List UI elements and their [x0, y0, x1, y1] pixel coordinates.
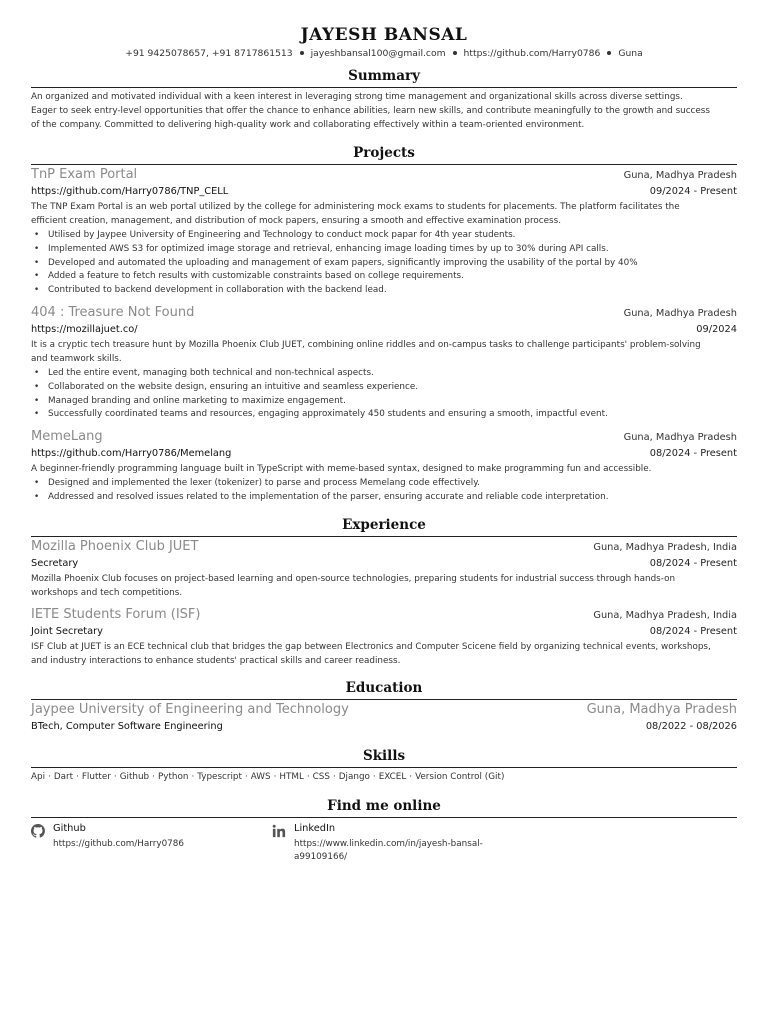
skill-item: EXCEL — [378, 771, 407, 782]
linkedin-url[interactable] — [294, 838, 483, 864]
skill-separator: · — [76, 771, 79, 782]
email-link[interactable]: jayeshbansal100@gmail.com — [310, 48, 446, 59]
project-header — [31, 166, 737, 184]
project-link[interactable]: https://github.com/Harry0786/Memelang — [31, 448, 232, 460]
experience-entry — [31, 606, 737, 668]
education-subheader — [31, 719, 737, 734]
skills-section — [31, 746, 737, 784]
project-name: MemeLang — [31, 429, 103, 445]
skill-separator: · — [244, 771, 248, 782]
description-line: and industry interactions to enhance students' practical skills and career readiness. — [31, 655, 401, 666]
linkedin-label: LinkedIn — [294, 822, 336, 834]
project-location: Guna, Madhya Pradesh — [623, 432, 737, 444]
summary-line: Eager to seek entry-level opportunities that offer the chance to enhance abilities, learn new skills, and contribute meaningfully to the growth and success — [31, 106, 710, 116]
skill-separator: · — [372, 771, 376, 782]
summary-line: of the company. Committed to delivering high-quality work and collaborating effectively within a team-oriented environment. — [31, 120, 585, 130]
project-entry — [31, 166, 737, 298]
project-date: 08/2024 - Present — [649, 448, 737, 460]
education-section — [31, 678, 737, 734]
section-divider — [31, 164, 737, 165]
education-date: 08/2022 - 08/2026 — [645, 720, 737, 732]
experience-location: Guna, Madhya Pradesh, India — [593, 609, 737, 621]
section-title-projects: Projects — [353, 145, 415, 161]
description-line: It is a cryptic tech treasure hunt by Mozilla Phoenix Club JUET, combining online riddles and on-campus tasks to challenge participants' problem-solving — [31, 339, 701, 350]
skill-separator: · — [273, 771, 277, 782]
github-text — [53, 822, 184, 851]
section-title-skills: Skills — [362, 747, 406, 764]
project-date: 09/2024 — [696, 323, 737, 335]
description-line: efficient creation, management, and distribution of mock papers, ensuring a smooth and effective examination process. — [31, 216, 561, 226]
skill-separator: · — [113, 771, 117, 782]
description-line: Mozilla Phoenix Club focuses on project-based learning and open-source technologies, preparing students for industrial success through hands-on — [31, 573, 676, 584]
skill-separator: · — [48, 771, 51, 782]
experience-org: Mozilla Phoenix Club JUET — [31, 538, 199, 554]
project-subheader — [31, 322, 737, 337]
list-item: • Managed branding and online marketing to maximize engagement. — [31, 395, 737, 409]
list-item: • Contributed to backend development in collaboration with the backend lead. — [31, 284, 737, 298]
skill-item: Dart — [53, 771, 74, 782]
project-bullets — [31, 367, 737, 422]
skill-separator: · — [409, 771, 413, 782]
experience-location: Guna, Madhya Pradesh, India — [593, 541, 737, 553]
project-bullets — [31, 477, 737, 505]
experience-role: Joint Secretary — [31, 625, 103, 637]
project-header — [31, 428, 737, 446]
separator-dot — [300, 51, 304, 55]
skill-separator: · — [306, 771, 310, 782]
github-icon — [31, 824, 45, 838]
project-header — [31, 304, 737, 322]
description-line: A beginner-friendly programming language built in TypeScript with meme-based syntax, designed to make programming fun and accessible. — [31, 464, 652, 475]
skill-separator: · — [332, 771, 336, 782]
experience-section — [31, 515, 737, 668]
phone-numbers: +91 9425078657, +91 8717861513 — [125, 48, 293, 59]
section-divider — [31, 699, 737, 700]
section-title-online: Find me online — [327, 797, 441, 814]
experience-header — [31, 606, 737, 624]
resume-page — [31, 24, 737, 864]
section-divider — [31, 87, 737, 88]
skill-item: HTML — [279, 771, 304, 782]
project-description — [31, 338, 737, 366]
education-school: Jaypee University of Engineering and Technology — [31, 701, 349, 717]
github-label: Github — [53, 822, 86, 834]
skills-list — [31, 770, 737, 784]
linkedin-url-line: https://www.linkedin.com/in/jayesh-bansal- — [294, 838, 483, 849]
list-item: • Utilised by Jaypee University of Engineering and Technology to conduct mock papar for 4th year students. — [31, 229, 737, 243]
online-item-linkedin[interactable] — [272, 822, 532, 864]
experience-date: 08/2024 - Present — [649, 557, 737, 569]
project-date: 09/2024 - Present — [649, 186, 737, 197]
project-entry — [31, 428, 737, 505]
linkedin-text — [294, 822, 483, 864]
education-degree: BTech, Computer Software Engineering — [31, 720, 223, 732]
github-link[interactable]: https://github.com/Harry0786 — [463, 48, 601, 59]
experience-date: 08/2024 - Present — [649, 625, 737, 637]
project-name: TnP Exam Portal — [31, 167, 138, 182]
resume-name: JAYESH BANSAL — [300, 25, 468, 45]
experience-subheader — [31, 624, 737, 639]
summary-text — [31, 90, 737, 132]
section-title-experience: Experience — [342, 516, 426, 533]
skill-item: Typescript — [197, 771, 242, 782]
project-entry — [31, 304, 737, 422]
experience-entry — [31, 538, 737, 600]
project-bullets — [31, 229, 737, 298]
list-item: • Developed and automated the uploading and management of exam papers, significantly improving the usability of the portal by 40% — [31, 257, 737, 271]
experience-role: Secretary — [31, 557, 79, 569]
description-line: ISF Club at JUET is an ECE technical club that bridges the gap between Electronics and Computer Scicene field by organizing technical events, workshops, — [31, 641, 711, 652]
description-line: The TNP Exam Portal is an web portal utilized by the college for administering mock exams to students for placements. The platform facilitates the — [31, 202, 680, 212]
list-item: • Added a feature to fetch results with customizable constraints based on college requirements. — [31, 270, 737, 284]
experience-header — [31, 538, 737, 556]
list-item: • Collaborated on the website design, ensuring an intuitive and seamless experience. — [31, 381, 737, 395]
project-location: Guna, Madhya Pradesh — [623, 307, 737, 319]
experience-org: IETE Students Forum (ISF) — [31, 606, 201, 622]
experience-subheader — [31, 556, 737, 571]
summary-section — [31, 66, 737, 132]
list-item: • Successfully coordinated teams and resources, engaging approximately 450 students and ensuring a smooth, impactful event. — [31, 408, 737, 422]
project-location: Guna, Madhya Pradesh — [623, 170, 737, 181]
section-divider — [31, 817, 737, 818]
project-description — [31, 462, 737, 476]
summary-line: An organized and motivated individual with a keen interest in leveraging strong time management and organizational skills across diverse settings. — [31, 92, 683, 102]
online-section — [31, 796, 737, 864]
location-text: Guna — [618, 48, 643, 59]
linkedin-icon — [272, 824, 286, 838]
skill-separator: · — [191, 771, 195, 782]
skill-item: Version Control (Git) — [415, 771, 505, 782]
skill-item: AWS — [250, 771, 271, 782]
github-url[interactable]: https://github.com/Harry0786 — [53, 838, 184, 849]
separator-dot — [607, 51, 611, 55]
list-item: • Implemented AWS S3 for optimized image storage and retrieval, enhancing image loading times by up to 30% during API calls. — [31, 243, 737, 257]
experience-description — [31, 572, 737, 600]
list-item: • Addressed and resolved issues related to the implementation of the parser, ensuring accurate and reliable code interpretation. — [31, 491, 737, 505]
section-title-summary: Summary — [348, 68, 420, 84]
project-subheader — [31, 446, 737, 461]
education-header — [31, 701, 737, 719]
skill-item: Python — [157, 771, 189, 782]
skill-item: Django — [338, 771, 370, 782]
project-link[interactable]: https://github.com/Harry0786/TNP_CELL — [31, 186, 229, 197]
project-name: 404 : Treasure Not Found — [31, 304, 195, 320]
skill-separator: · — [152, 771, 155, 782]
online-item-github[interactable] — [31, 822, 272, 864]
skill-item: Api — [31, 771, 46, 782]
project-description — [31, 200, 737, 228]
skill-item: Flutter — [81, 771, 111, 782]
list-item: • Led the entire event, managing both technical and non-technical aspects. — [31, 367, 737, 381]
section-divider — [31, 536, 737, 537]
experience-description — [31, 640, 737, 668]
online-links — [31, 822, 737, 864]
education-location: Guna, Madhya Pradesh — [586, 701, 737, 717]
projects-section — [31, 143, 737, 505]
list-item: • Designed and implemented the lexer (tokenizer) to parse and process Memelang code effectively. — [31, 477, 737, 491]
contact-line — [31, 47, 737, 61]
separator-dot — [453, 51, 457, 55]
project-link[interactable]: https://mozillajuet.co/ — [31, 323, 138, 335]
section-title-education: Education — [345, 679, 423, 696]
project-subheader — [31, 184, 737, 199]
linkedin-url-line: a99109166/ — [294, 851, 348, 862]
description-line: workshops and tech competitions. — [31, 587, 183, 598]
section-divider — [31, 767, 737, 768]
skill-item: Github — [119, 771, 150, 782]
skill-item: CSS — [312, 771, 330, 782]
description-line: and teamwork skills. — [31, 353, 122, 364]
